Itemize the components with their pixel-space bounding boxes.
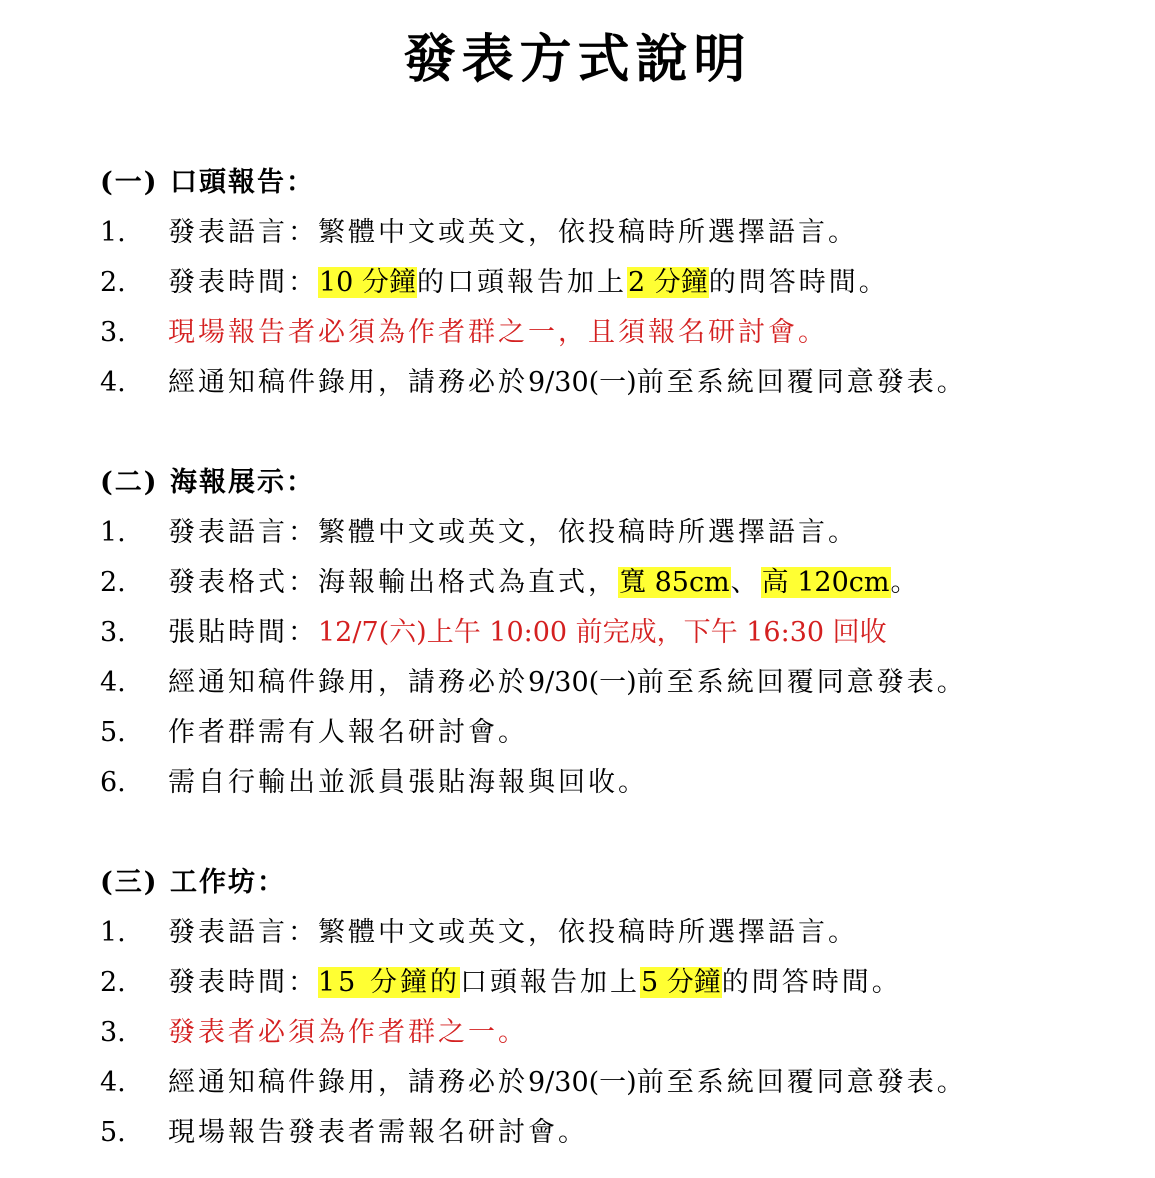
item-text: 作者群需有人報名研討會。	[168, 717, 528, 748]
text-part: 的口頭報告加上	[416, 267, 627, 298]
item-number: 5.	[100, 1117, 126, 1148]
item-text	[168, 608, 887, 658]
list-item	[100, 208, 1130, 258]
text-part: 發表格式：海報輸出格式為直式，	[168, 567, 618, 598]
item-text	[168, 658, 967, 708]
item-text: 發表語言：繁體中文或英文，依投稿時所選擇語言。	[168, 517, 858, 548]
list-item	[100, 358, 1130, 408]
text-part: 發表時間：	[168, 267, 318, 298]
list-item	[100, 1008, 1130, 1058]
highlighted-duration: 2 分鐘	[627, 267, 708, 298]
item-text: 發表語言：繁體中文或英文，依投稿時所選擇語言。	[168, 917, 858, 948]
item-text: 發表語言：繁體中文或英文，依投稿時所選擇語言。	[168, 217, 858, 248]
item-text	[168, 1058, 967, 1108]
section-oral-presentation	[100, 158, 1130, 408]
item-text: 現場報告者必須為作者群之一，且須報名研討會。	[168, 317, 828, 348]
list-item-important	[100, 308, 1130, 358]
text-part: 前至系統回覆同意發表。	[636, 667, 967, 698]
item-number: 2.	[100, 967, 126, 998]
text-part: 經通知稿件錄用，請務必於	[168, 1067, 528, 1098]
item-text	[168, 958, 902, 1008]
highlighted-duration: 10 分鐘	[319, 267, 416, 298]
section-heading: (二) 海報展示：	[100, 467, 315, 498]
item-number: 6.	[100, 767, 126, 798]
item-number: 2.	[100, 567, 126, 598]
item-text: 需自行輸出並派員張貼海報與回收。	[168, 767, 648, 798]
item-text	[168, 558, 921, 608]
item-number: 4.	[100, 667, 126, 698]
item-number: 3.	[100, 617, 126, 648]
item-number: 5.	[100, 717, 126, 748]
list-item	[100, 1108, 1130, 1158]
text-part: 張貼時間：	[168, 617, 318, 648]
item-number: 4.	[100, 367, 126, 398]
highlighted-width: 寬 85cm	[619, 567, 730, 598]
deadline-date: 9/30(一)	[528, 367, 637, 398]
item-text	[168, 358, 967, 408]
text-part: 、	[730, 567, 761, 598]
list-item	[100, 958, 1130, 1008]
section-poster-display	[100, 458, 1130, 808]
item-text: 現場報告發表者需報名研討會。	[168, 1117, 588, 1148]
item-number: 1.	[100, 517, 126, 548]
item-number: 4.	[100, 1067, 126, 1098]
item-number: 1.	[100, 217, 126, 248]
section-heading: (一) 口頭報告：	[100, 167, 315, 198]
list-item	[100, 908, 1130, 958]
list-item	[100, 708, 1130, 758]
section-workshop	[100, 858, 1130, 1158]
list-item	[100, 558, 1130, 608]
section-heading: (三) 工作坊：	[100, 867, 286, 898]
list-item	[100, 508, 1130, 558]
list-item	[100, 658, 1130, 708]
page-title: 發表方式說明	[403, 29, 752, 90]
deadline-date: 9/30(一)	[528, 1067, 637, 1098]
highlighted-duration: 5 分鐘	[640, 967, 721, 998]
highlighted-duration: 15 分鐘的	[318, 967, 460, 998]
item-number: 1.	[100, 917, 126, 948]
text-part: 。	[890, 567, 921, 598]
text-part: 前至系統回覆同意發表。	[636, 1067, 967, 1098]
item-number: 2.	[100, 267, 126, 298]
list-item	[100, 1058, 1130, 1108]
item-number: 3.	[100, 1017, 126, 1048]
text-part: 發表時間：	[168, 967, 318, 998]
text-part: 經通知稿件錄用，請務必於	[168, 367, 528, 398]
item-text	[168, 258, 889, 308]
text-part: 口頭報告加上	[459, 967, 640, 998]
posting-schedule: 12/7(六)上午 10:00 前完成，下午 16:30 回收	[318, 617, 887, 648]
list-item	[100, 608, 1130, 658]
list-item	[100, 758, 1130, 808]
list-item	[100, 258, 1130, 308]
item-text	[168, 1008, 528, 1058]
important-text: 發表者必須為作者群之一。	[168, 1017, 528, 1048]
text-part: 的問答時間。	[708, 267, 889, 298]
highlighted-height: 高 120cm	[761, 567, 890, 598]
text-part: 的問答時間。	[721, 967, 902, 998]
item-number: 3.	[100, 317, 126, 348]
text-part: 經通知稿件錄用，請務必於	[168, 667, 528, 698]
text-part: 前至系統回覆同意發表。	[636, 367, 967, 398]
deadline-date: 9/30(一)	[528, 667, 637, 698]
